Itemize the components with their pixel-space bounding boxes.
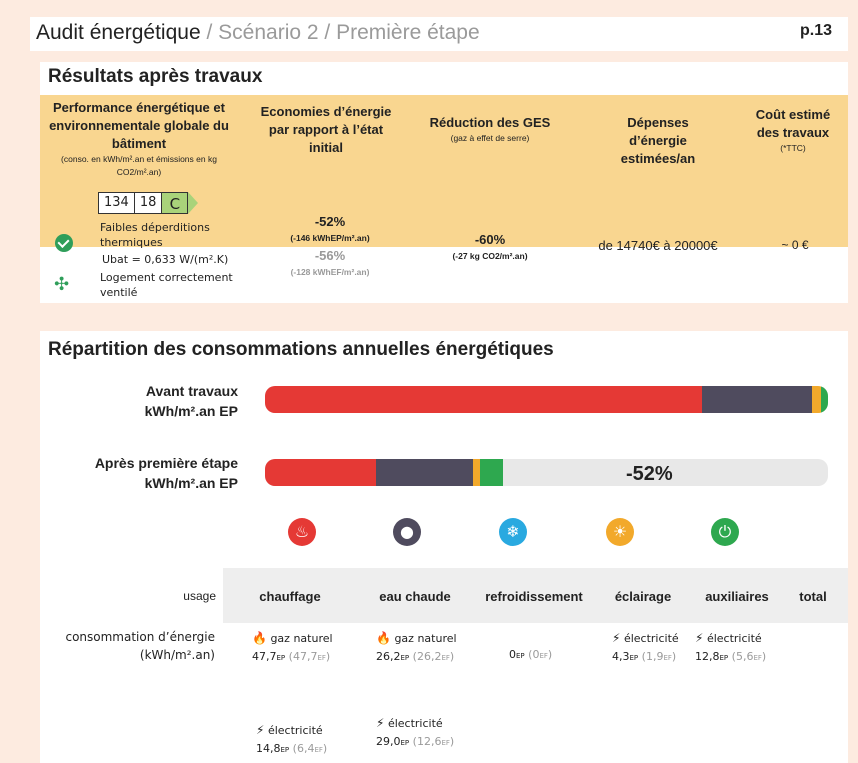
results-card bbox=[40, 62, 848, 303]
cell-water-elec: ⚡ électricité 29,0EP (12,6EF) bbox=[376, 716, 455, 748]
before-label: Avant travaux kWh/m².an EP bbox=[144, 383, 238, 419]
cell-heating-gas: 🔥 gaz naturel 47,7EP (47,7EF) bbox=[252, 631, 333, 663]
bar-segment-eau-chaude bbox=[702, 386, 812, 413]
cell-lighting: ⚡ électricité 4,3EP (1,9EF) bbox=[612, 631, 679, 663]
cell-cooling: 0EP (0EF) bbox=[509, 648, 553, 661]
col-header-cost: Coût estimé des travaux (*TTC) bbox=[749, 106, 837, 155]
flame-icon: 🔥 bbox=[252, 631, 267, 645]
usage-header-auxiliary: auxiliaires bbox=[705, 589, 769, 604]
feature-ubat: Ubat = 0,633 W/(m².K) bbox=[102, 253, 229, 266]
results-title: Résultats après travaux bbox=[48, 66, 263, 87]
col-note-cost: (*TTC) bbox=[780, 143, 806, 153]
breadcrumb-separator: / bbox=[200, 21, 219, 44]
check-icon bbox=[55, 234, 73, 252]
col-header-savings: Economies d’énergie par rapport à l’état initial bbox=[260, 104, 392, 155]
bar-segment-eau-chaude bbox=[376, 459, 473, 486]
savings-ef-detail: (-128 kWhEF/m².an) bbox=[290, 267, 370, 277]
bar-segment-chauffage bbox=[265, 459, 376, 486]
bolt-icon: ⚡ bbox=[376, 716, 385, 730]
page-number: p.13 bbox=[799, 22, 832, 39]
row-label-consumption: consommation d’énergie (kWh/m².an) bbox=[65, 630, 215, 662]
energy-consumption: 134 bbox=[98, 192, 135, 214]
heating-icon: ♨ bbox=[288, 518, 316, 546]
breakdown-title: Répartition des consommations annuelles énergétiques bbox=[48, 339, 554, 360]
usage-header-cooling: refroidissement bbox=[485, 589, 583, 604]
breadcrumb-scenario: Scénario 2 bbox=[218, 21, 319, 44]
col-note-performance: (conso. en kWh/m².an et émissions en kg CO2/m².an) bbox=[61, 154, 217, 177]
cell-water-gas: 🔥 gaz naturel 26,2EP (26,2EF) bbox=[376, 631, 457, 663]
bar-segment-éclairage bbox=[812, 386, 820, 413]
energy-label bbox=[98, 192, 188, 214]
breadcrumb-step: Première étape bbox=[336, 21, 480, 44]
ghg-pct: -60% bbox=[474, 232, 506, 247]
bolt-icon: ⚡ bbox=[695, 631, 704, 645]
col-note-ghg: (gaz à effet de serre) bbox=[450, 133, 530, 143]
ghg-detail: (-27 kg CO2/m².an) bbox=[452, 251, 528, 261]
before-bar bbox=[265, 386, 828, 413]
col-header-ghg: Réduction des GES (gaz à effet de serre) bbox=[415, 114, 565, 145]
bar-segment-auxiliaires bbox=[821, 386, 828, 413]
cell-heating-elec: ⚡ électricité 14,8EP (6,4EF) bbox=[256, 723, 328, 755]
bar-segment-auxiliaires bbox=[480, 459, 503, 486]
energy-class: C bbox=[162, 192, 188, 214]
bar-segment-chauffage bbox=[265, 386, 702, 413]
breadcrumb bbox=[36, 21, 480, 45]
usage-label: usage bbox=[183, 589, 216, 603]
breadcrumb-title: Audit énergétique bbox=[36, 21, 201, 44]
consumption-breakdown-card bbox=[40, 331, 848, 763]
col-header-expenses: Dépenses d’énergie estimées/an bbox=[620, 115, 696, 166]
bolt-icon: ⚡ bbox=[256, 723, 265, 737]
water-drop-icon: ● bbox=[393, 518, 421, 546]
col-header-performance: Performance énergétique et environnementale globale du bâtiment (conso. en kWh/m².an et émissions en kg CO2/m².an) bbox=[44, 99, 234, 179]
cell-auxiliary: ⚡ électricité 12,8EP (5,6EF) bbox=[695, 631, 767, 663]
usage-header-heating: chauffage bbox=[259, 589, 321, 604]
power-icon: ⏻ bbox=[711, 518, 739, 546]
snowflake-icon: ❄ bbox=[499, 518, 527, 546]
savings-ef-pct: -56% bbox=[314, 248, 346, 263]
lightbulb-icon: ☀ bbox=[606, 518, 634, 546]
after-bar bbox=[265, 459, 828, 486]
cost-value: ~ 0 € bbox=[781, 238, 809, 252]
bolt-icon: ⚡ bbox=[612, 631, 621, 645]
usage-header-total: total bbox=[799, 589, 827, 604]
usage-header-hot-water: eau chaude bbox=[379, 589, 451, 604]
expenses-value: de 14740€ à 20000€ bbox=[598, 238, 718, 253]
usage-header-lighting: éclairage bbox=[614, 589, 672, 604]
savings-ep-detail: (-146 kWhEP/m².an) bbox=[290, 233, 370, 243]
breadcrumb-separator: / bbox=[318, 21, 337, 44]
feature-ventilation: Logement correctement ventilé bbox=[100, 271, 233, 299]
after-label: Après première étape kWh/m².an EP bbox=[94, 455, 238, 491]
savings-ep-pct: -52% bbox=[314, 214, 346, 229]
flame-icon: 🔥 bbox=[376, 631, 391, 645]
after-reduction-pct: -52% bbox=[626, 463, 673, 485]
energy-emissions: 18 bbox=[135, 192, 163, 214]
page-header bbox=[30, 17, 848, 51]
feature-insulation: Faibles déperditions thermiques bbox=[100, 221, 210, 249]
bar-segment-éclairage bbox=[473, 459, 480, 486]
fan-icon: ✣ bbox=[54, 274, 70, 295]
